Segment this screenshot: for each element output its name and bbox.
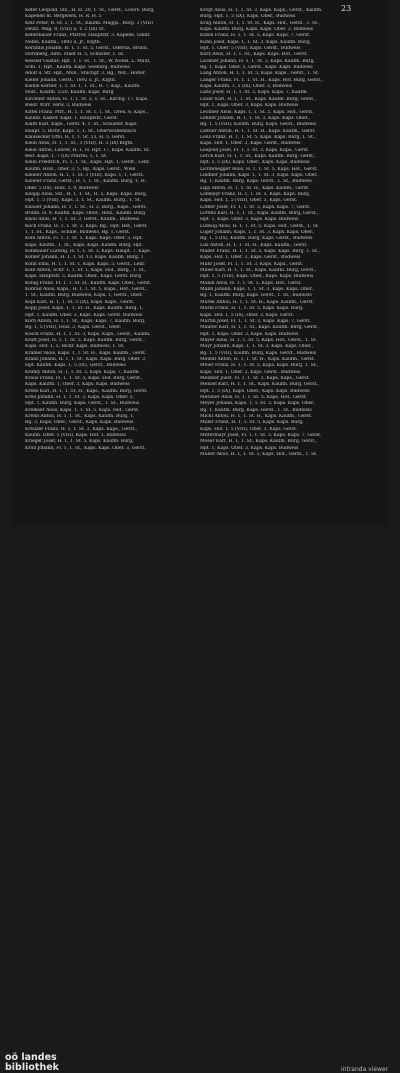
entry-line: Müller Alois, H. 1, 1. St. 5, Kaps. Hof., Gerst., 1. St. bbox=[200, 452, 318, 458]
entry-line: Kaufm. Holz., Ober. 3, 5, Bg., Kaps. Gerst., Wien bbox=[25, 166, 136, 172]
entry-line: Kittel Franz, Pfrr., H. 1, 1. St. 1, 1. St., Dreu. 6, Kaps., bbox=[25, 109, 149, 115]
entry-line: Hörnberg, Anto. Stadt H. 5, Schuster, 1. St. bbox=[25, 52, 125, 58]
entry-line: Kopf Karl, H. 1, 1. St. 5 (IX), Kaps. Kaps., Gerst. bbox=[25, 299, 135, 305]
viewer-brand-label: intranda viewer bbox=[341, 1066, 389, 1073]
entry-line: Bg. 1, Kaufm. Burg, Kaps. Gerst., 1. St., Budweis bbox=[200, 407, 312, 413]
entry-line: Konrad Alois, Kaps., H. 1, 1. St. 5, Kaps., Hof., Gerst., bbox=[25, 287, 148, 293]
entry-line: Kloiber Franz, Gerst., H. 1, 1. St., Kaufm. Burg, 1, H. bbox=[25, 179, 147, 185]
entry-line: Lehner Johann, H. 1, 1. St. 3, Kaps. Kaps. Ober., bbox=[200, 115, 310, 121]
entry-line: Meier Franz, H. 1, 1. St. 5, Kaps. Kaps. Burg, 1. St., bbox=[200, 363, 319, 369]
entry-line: Krieger Josef, H. 1, 1. St. 5, Kaps. Kaufm. Burg, bbox=[25, 439, 134, 445]
entry-line: Hpt. 1, Kaps. Ober. 3, Kaps. Kaps. Budweis bbox=[200, 217, 299, 223]
entry-line: Lackner Johann, H. 1, 1. St. 3, Kaps. Kaufm. Burg, bbox=[200, 58, 315, 64]
entry-line: Knoll Alois, H. 1, 1. St. 3, Gerst., Kaufm., Budweis bbox=[25, 217, 140, 223]
entry-line: Lobmeyr Franz, H. 1, 1. St. 5, Kaps. Kaps. Burg, bbox=[200, 191, 311, 197]
entry-line: Klaffl Karl, Kaps., Gerst. 4, 1. St., Schuster, Kaps. bbox=[25, 122, 138, 128]
entry-line: Klein Anton, Lehrer, H. 1, H. Hpt. 17, Kaps. Kaufm. St. bbox=[25, 147, 150, 153]
entry-line: Kolb Anton, Schr. 1, 1. St. 1, Kaps. Hof., Burg., 1. St., bbox=[25, 268, 147, 274]
entry-line: Lorenz Karl, H. 1, 1. St., Kaps. Kaufm. Burg, Gerst., bbox=[200, 211, 319, 216]
entry-line: Lauer Karl, H. 1, 1. St., Kaps. Kaufm. Burg, Gerst., bbox=[200, 96, 316, 102]
entry-line: Mayer Alois, H. 1, 1. St. 5, Kaps. Hof., Gerst., 1. St. bbox=[200, 337, 317, 343]
entry-line: Kienle Kerber, 1, 1. St. 1, 1. St., H. 7, Kap., Kaufm. bbox=[25, 84, 141, 90]
entry-line: Miller Franz, H. 1, 1. St. 5, Kaps. Kaps. Burg, bbox=[200, 420, 304, 426]
entry-line: Hpt. 1, 5 (VIII), Kaps. 3, 1. St., Kaufm. Burg., 1. St. bbox=[25, 198, 142, 204]
entry-line: Leitner Anton, H. 1, 1. St. H., Kaps. Kaufm., Gerst. bbox=[200, 128, 316, 134]
entry-line: Kubin Franz, H. 1, 1. St. 5, Kaps. Kaps. 7, Gerst. bbox=[200, 33, 311, 39]
entry-line: Korb Anton, H. 1, 1. St., Kaps. Kaps. 7, Kaufm. Burg, bbox=[25, 318, 146, 324]
entry-line: Bg. 1, 5 (VIII), Kaufm. Burg, Kaps. Gerst., Budweis bbox=[200, 122, 316, 128]
entry-line: Kohlbauer Ludwig, H. 1, 1. St. 3, Kaps. Haupt. 7, Kaps. bbox=[25, 249, 151, 255]
entry-line: Hpt. 1, 5 (IX), Kaps. Ober., Kaps. Kaps. Budweis bbox=[200, 160, 310, 166]
entry-line: Kaps. Kaufm., 1. St., Kaps. Kaps. Kaufm. Burg, Hpt. bbox=[25, 242, 144, 248]
entry-line: Holz., Kaufm. 1/20, Kaufm. Kaps. Burg bbox=[25, 90, 114, 96]
entry-line: Bg. 1, Kaps. Ober. 5, Gerst., Kaps. Kaps. Budweis bbox=[200, 65, 313, 71]
entry-line: Klein Friedrich, Fl. 1, 1. St., Kaps. Hpt. 1, Gerst., Lehr. bbox=[25, 160, 150, 166]
entry-line: Lanz Josef, H. 1, 1. St. 3, Kaps. Kaps. 7, Kaufm. bbox=[200, 90, 308, 96]
entry-line: Kaps. Hof. 1, 5 (VIII), Ober. 3, Kaps. Gerst. bbox=[200, 198, 298, 204]
entry-line: Kessler Gustav, Hpt. 1, 1. St., 1. St., W. Nobel, L. Maut, bbox=[25, 58, 151, 64]
entry-line: Kaps. Hof. 1, Ober. 3, Kaps. Gerst., Budweis bbox=[200, 141, 301, 147]
entry-line: Kosch Franz, H. 1, 1. St. 3, Kaps. Kaps., Gerst., Kaufm. bbox=[25, 331, 151, 337]
entry-line: Kohl Anton, Fl. 1, 1. St. 5, Kaps. Kaps. Ober. 3, Hpt. bbox=[25, 236, 143, 242]
entry-line: Kiefer Johann, Gerst., 1892 u. Jr., Kfgth. bbox=[25, 77, 117, 83]
entry-line: Kreil Johann, H. 1, 1. St. 3, Kaps. Kaps. Ober. 5, bbox=[25, 394, 134, 400]
entry-line: Krug Anton, H. 1, 1. St. H., Kaps. Hof., Gerst., 1. St., bbox=[200, 20, 320, 26]
entry-line: Kopp Josef, Kaps. 1, 1. St. H., Kaps. Kaufm. Burg. 1, bbox=[25, 306, 144, 312]
entry-line: Moser Karl, H. 1, 1. St., Kaps. Kaufm. Burg, Gerst., bbox=[200, 439, 317, 445]
entry-line: Hpt. 1, Kaps. Ober. 3, Kaps. Kaps. Budweis bbox=[200, 445, 299, 451]
entry-line: Kreuzer Franz, H. 1, 1. St. 3, Kaps. Kaps., Gerst., bbox=[25, 426, 138, 432]
entry-line: Lechner Alois, Kaps. 1, 1. St. 5, Kaps. Hof., Gerst. bbox=[200, 109, 314, 115]
entry-line: König Franz, Fl. 1, 1. St. H., Kaufm. Kaps. Ober., Gerst. bbox=[25, 280, 152, 286]
entry-line: Löffler Josef, Fl. 1, 1. St. 3, Kaps. Kaps. 7, Gerst. bbox=[200, 204, 311, 210]
entry-line: Hpt. 1, Kaps. Ober. 3, Kaps. Kaps. Budweis bbox=[200, 331, 299, 337]
entry-line: Mandl Alois, H. 1, 1. St. 5, Kaps. Hof., Gerst. bbox=[200, 280, 302, 286]
entry-line: Kaps. Hof. 1, 5 (VIII), Ober. 3, Kaps. Gerst. bbox=[200, 426, 298, 432]
entry-line: Kaps. Kaufm. 1, 5 (IX), Ober. 3, Budweis bbox=[200, 84, 292, 90]
scanned-page bbox=[12, 0, 388, 526]
entry-line: Kramer Alois, Kaps. 1, 1. St. H., Kaps. Kaufm., Gerst. bbox=[25, 350, 147, 356]
entry-line: Bg. 1, Kaufm. Burg, Kaps. Gerst., 1. St., Budweis bbox=[200, 293, 312, 299]
entry-line: Reit. Kaps. 1, 7 (IX) Pfarrei, 1, 1. St. bbox=[25, 153, 108, 159]
entry-line: Bg. 1, Kaufm. Burg, Kaps. Gerst., 1. St., Budweis bbox=[200, 179, 312, 185]
entry-line: Kaps. Hof. 1, Ober. 3, Kaps. Gerst., Budweis bbox=[200, 369, 301, 375]
entry-line: Lipp Anton, H. 1, 1. St. H., Kaps. Kaufm., Gerst. bbox=[200, 185, 310, 191]
entry-line: Meixner Josef, Fl. 1, 1. St. 3, Kaps. Kaps., Gerst. bbox=[200, 375, 310, 381]
entry-line: Kirchner Anton, H. 1, 1. St. 3, 1. St., Kirchg. 17, Kaps. bbox=[25, 96, 149, 102]
entry-line: Kraus Franz, Fl. 1, 1. St. 5, Kaps. Hof. Burg, Gerst., bbox=[25, 375, 143, 381]
logo-line-2: bibliothek bbox=[5, 1062, 59, 1073]
entry-line: Langer Franz, Fl. 1, 1. St. H., Kaps. Hof. Burg, Gerst., bbox=[200, 77, 323, 83]
entry-line: Koch Franz, H. 1, 1. St. 3, Kaps. Bg., Hpt. Hof., Gerst. bbox=[25, 223, 148, 229]
entry-line: Hpt. 1, 5 (IX), Kaps. Ober., Kaps. Kaps. Budweis bbox=[200, 388, 310, 394]
entry-line: Meindl Anton, H. 1, 1. St. H., Kaps. Kaufm., Gerst. bbox=[200, 356, 316, 362]
entry-line: Ober. 5 (IX), Holz. 1, 9, Budweis bbox=[25, 185, 99, 191]
entry-line: Kohn Emil, H. 1, 1. St. 1, Kaps. Kaps. 5, Gerst., Lehr. bbox=[25, 261, 146, 267]
entry-line: Knapp Alois, Sfz., H. 1, 1. St., H. 5, Kaps. Kaps. Burg, bbox=[25, 191, 148, 197]
entry-line: Klein Alois, H. 1, 1. St., 3 (VIII), H. 3 (IX) Kfgth. bbox=[25, 141, 134, 147]
entry-line: Mader Franz, H. 1, 1. St. 5, Kaps. Kaps. Burg, 1. St., bbox=[200, 249, 320, 255]
entry-line: Biedr. Wirr. Verw. 3, Budweis bbox=[25, 103, 92, 109]
entry-line: Schl. 1, Hpt., Kaufm. Kaps. Seeburg, Budweis bbox=[25, 65, 130, 71]
entry-line: Marek Anton, H. 1, 1. St. H., Kaps. Kaufm., Gerst. bbox=[200, 299, 314, 305]
entry-line: Brünn, H. 9, Kaufm. Kaps. Ober., Holz., Kaufm. Burg bbox=[25, 211, 146, 216]
entry-line: Hpt. 1, Kaufm. Ober. 3, Kaps. Kaps. Gerst. Budweis bbox=[25, 312, 143, 318]
entry-line: Bg. 1, 5 (IX), Kaufm. Burg, Kaps. Gerst., Budweis bbox=[200, 236, 313, 242]
entry-line: Hpt. 1, Kaps. Ober. 3, Kaps. Kaps. Budweis bbox=[200, 103, 299, 109]
right-column bbox=[200, 4, 370, 458]
entry-line: Bg. 3, Kaps. Ober., Gerst., Kaps. Kaps. Budweis bbox=[25, 420, 134, 426]
entry-line: Maurer Karl, H. 1, 1. St., Kaps. Kaufm. Burg, Gerst., bbox=[200, 325, 320, 331]
entry-line: Lang Anton, H. 1, 1. St. 5, Kaps. Kaps., Gerst., 1. St. bbox=[200, 71, 320, 77]
entry-line: Hpt. 1, Kaufm. Burg, Kaps. Gerst., 1. St., Budweis bbox=[25, 401, 140, 407]
entry-line: Mann Johann, Kaps. 1, 1. St. 3, Kaps. Kaps. Ober., bbox=[200, 287, 315, 293]
entry-line: Kaps. Hauptstr. 3, Kaufm. Ober., Kaps. Gerst. Burg bbox=[25, 274, 142, 280]
entry-line: Kranz Johann, H. 1, 1. St., Kaps. Kaps. Burg, Ober. 3, bbox=[25, 356, 147, 362]
left-column bbox=[25, 8, 195, 452]
entry-line: Kroll Johann, Fl. 1, 1. St., Kaps. Kaps. Ober. 3, Gerst. bbox=[25, 445, 146, 451]
entry-line: Lichtenegger Alois, H. 1, 1. St. 5, Kaps. Hof., Gerst. bbox=[200, 166, 318, 172]
entry-line: Kaps. Hof. 1, 5, Bichr. Kaps. Budweis, 1. St. bbox=[25, 344, 125, 350]
entry-line: Kurz Alois, H. 1, 1. St., Kaps. Kaps. Hof., Gerst. bbox=[200, 52, 308, 58]
entry-line: Ludwig Alois, H. 1, 1. St. 5, Kaps. Hof., Gerst., 1. St. bbox=[200, 223, 320, 229]
library-logo[interactable] bbox=[5, 1053, 59, 1073]
entry-line: Lerch Karl, H. 1, 1. St., Kaps. Kaufm. Burg, Gerst., bbox=[200, 153, 316, 159]
entry-line: Michl Anton, H. 1, 1. St. H., Kaps. Kaufm., Gerst. bbox=[200, 414, 313, 419]
entry-line: Kaps. Hof. 1, 5 (IX), Ober. 3, Kaps. Gerst. bbox=[200, 312, 294, 318]
entry-line: Mayr Johann, Kaps. 1, 1. St. 3, Kaps. Kaps. Ober., bbox=[200, 344, 313, 350]
entry-line: Lux Anton, H. 1, 1. St. H., Kaps. Kaufm., Gerst. bbox=[200, 242, 308, 248]
entry-line: Kapellen m. Bergwerk, H. R. H. 5 bbox=[25, 14, 102, 20]
entry-line: Köhler Johann, H. 1, 1. St. 13, Kaps. Kaufm. Burg, 1 bbox=[25, 255, 144, 261]
entry-line: Kelz Peter, R.-St. 2, 1. St., Kaufm. Maggs., Burg. 3 (VIII) bbox=[25, 20, 153, 26]
entry-line: Nebel, Kaufm., 1892 u. Jr., Kfgth. bbox=[25, 39, 101, 45]
entry-line: Kaps. Kaufm. Burg, Kaps. Kaps. Ober. 3, Budweis bbox=[200, 27, 313, 33]
entry-line: Kleiner Anton, H. 1, 1. St. 3 (VIII), Kaps. 1, 1, Gerst. bbox=[25, 172, 144, 178]
entry-line: Martin Josef, Fl. 1, 1. St. 3, Kaps. Kaps. 7, Gerst. bbox=[200, 318, 311, 324]
entry-line: Hpt. 1, 5 (VIII), Kaps. Ober., Kaps. Kaps. Budweis bbox=[200, 274, 314, 280]
entry-line: Lindner Johann, Kaps. 1, 1. St. 3, Kaps. Kaps. Ober., bbox=[200, 172, 319, 178]
entry-line: Krenn Anton, H. 1, 1. St., Kaps. Kaufm. Burg. 1, bbox=[25, 414, 135, 419]
entry-line: Kaps. Hof. 1, Ober. 3, Kaps. Gerst., Budweis bbox=[200, 255, 301, 261]
entry-line: Mittermayr Josef, Fl. 1, 1. St. 3, Kaps. Kaps. 7, Gerst. bbox=[200, 433, 322, 439]
entry-line: Adolf u. Stf. Hpt., Moll., Stuchgr. 3, Bg., Wst., Holter. bbox=[25, 71, 146, 77]
entry-line: Kremser Alois, Kaps. 1, 1. St. 5, Kaps. Hof., Gerst. bbox=[25, 407, 140, 413]
entry-line: Haupt. 5, Bichr. Kaps. 1, 1. St., Oberweißenbach bbox=[25, 128, 136, 134]
entry-line: Meyer Johann, Kaps. 1, 1. St. 3, Kaps. Kaps. Ober., bbox=[200, 401, 316, 407]
entry-line: Lenz Franz, H. 1, 1. St. 5, Kaps. Kaps. Burg, 1. St., bbox=[200, 134, 316, 140]
entry-line: Maier Karl, H. 1, 1. St., Kaps. Kaufm. Burg, Gerst., bbox=[200, 268, 317, 274]
entry-line: Markl Franz, H. 1, 1. St. 5, Kaps. Kaps. Burg, bbox=[200, 306, 304, 312]
entry-line: Messner Alois, H. 1, 1. St. 5, Kaps. Hof., Gerst. bbox=[200, 394, 308, 400]
entry-line: Kellerbauer Franz, Pfarrer, Hauptstr. 3, Kapelle, Gmdr. bbox=[25, 33, 151, 39]
logo-line-1: oö landes bbox=[5, 1052, 57, 1063]
entry-line: Kaufm. Kalker. Kaps. 1, Hauptstr., Gerst. bbox=[25, 115, 119, 121]
entry-line: Deutz. Mag. 8, (VIII) u. V. 2 (IX) St. bbox=[25, 27, 105, 33]
entry-line: Hpt. 1, Ober. 5 (VIII), Kaps. Gerst., Budweis bbox=[200, 46, 301, 52]
entry-line: 1, 1. St., Kaps., Schule, Budweis, Bg. 1, Gerst. bbox=[25, 230, 131, 236]
entry-line: Kraft Josef, H. 1, 1. St. 5, Kaps. Kaufm. Burg, Gerst., bbox=[25, 337, 145, 343]
entry-line: Hpt. Kaufm. Kaps. 1, 5 (IX), Gerst., Budweis bbox=[25, 363, 126, 369]
entry-line: Bg. 1, 5 (VIII), Holz. 3, Kaps. Gerst., Ober. bbox=[25, 325, 122, 331]
entry-line: Leopold Josef, Fl. 1, 1. St. 3, Kaps. Kaps., Gerst. bbox=[200, 147, 310, 153]
viewer-footer bbox=[0, 526, 400, 1073]
entry-line: Kropf Alois, H. 1, 1. St. 3, Kaps. Kaps., Gerst., Kaufm. bbox=[200, 8, 323, 13]
entry-line: Bg. 1, 5 (VIII), Kaufm. Burg, Kaps. Gerst., Budweis bbox=[200, 350, 316, 356]
entry-line: Luger Johann, Kaps. 1, 1. St. 3, Kaps. Kaps. Ober., bbox=[200, 230, 315, 236]
entry-line: Kratky Anton, H. 1, 1. St. 3, Kaps. Kaps. 7, Kaufm. bbox=[25, 369, 140, 375]
entry-line: Mahr Josef, Fl. 1, 1. St. 3, Kaps. Kaps., Gerst. bbox=[200, 261, 304, 267]
entry-line: Kernfilis Johann, H. 1, 1. St. 5, Gerst., Oderna, Brünn, bbox=[25, 46, 149, 52]
entry-line: Kefer Leopold, Sfz., H. H. 20, 1. St., Gerst., Lowrs. Burg, bbox=[25, 8, 155, 13]
entry-line: Menzel Karl, H. 1, 1. St., Kaps. Kaufm. Burg, Gerst., bbox=[200, 382, 320, 388]
entry-line: 1. St., Kaufm. Burg, Budweis, Kaps. 1, Gerst., Ober. bbox=[25, 293, 143, 299]
entry-line: Kühn Josef, Kaps. 1, 1. St. 3, Kaps. Kaufm. Burg, bbox=[200, 39, 311, 45]
entry-line: Kaufm. Ober. 5 (VIII), Kaps. Hof. 1, Budweis bbox=[25, 433, 126, 439]
entry-line: Knauer Johann, H. 1, 1. St., H. 3, Burg., Kaps., Gerst., bbox=[25, 204, 148, 210]
entry-line: Klausecker Otto, H. 1, 1. St. 13, H. 3, Gerst. bbox=[25, 134, 126, 140]
entry-line: Burg, Hpt. 1, 5 (IX), Kaps. Ober., Budweis bbox=[200, 14, 296, 20]
page-number: 23 bbox=[341, 4, 352, 13]
entry-line: Kaps. Kaufm. 1, Ober. 3, Kaps. Kaps. Budweis bbox=[25, 382, 130, 388]
entry-line: Krebs Karl, H. 1, 1. St. H., Kaps., Kaufm. Burg, Gerst. bbox=[25, 388, 148, 394]
